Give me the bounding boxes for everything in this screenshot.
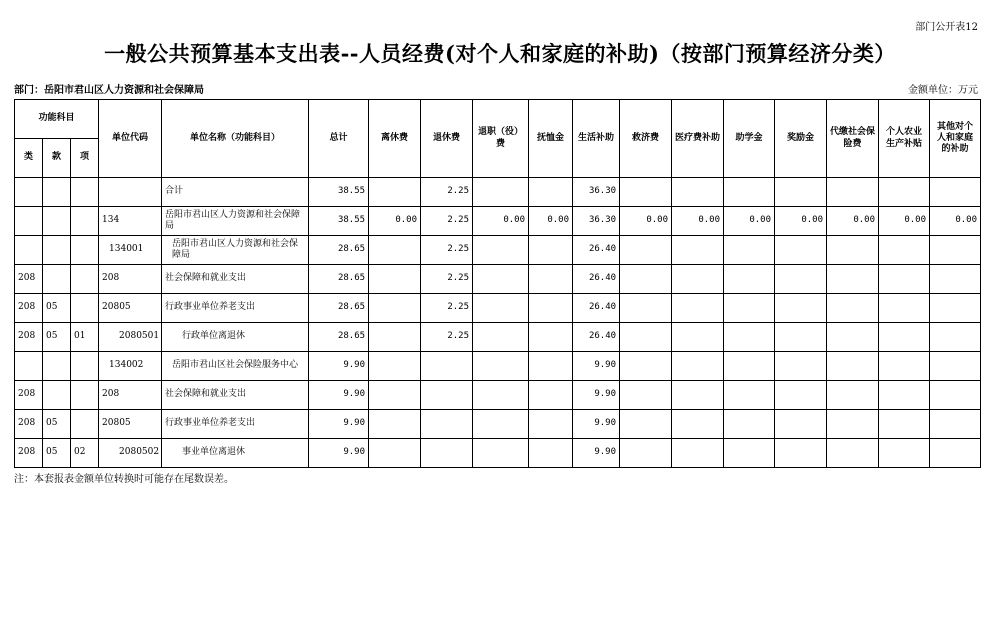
cell-kuan xyxy=(43,207,71,236)
cell-amount xyxy=(620,410,672,439)
cell-amount xyxy=(529,178,573,207)
cell-amount: 0.00 xyxy=(879,207,930,236)
cell-kuan: 05 xyxy=(43,410,71,439)
cell-amount xyxy=(930,236,981,265)
cell-amount xyxy=(369,410,421,439)
cell-amount xyxy=(724,236,775,265)
cell-lei xyxy=(15,207,43,236)
cell-amount xyxy=(879,178,930,207)
cell-amount: 9.90 xyxy=(573,352,620,381)
cell-amount xyxy=(620,381,672,410)
cell-amount xyxy=(529,410,573,439)
cell-kuan xyxy=(43,381,71,410)
cell-amount xyxy=(724,410,775,439)
cell-amount: 9.90 xyxy=(573,410,620,439)
cell-amount xyxy=(620,439,672,468)
cell-xiang: 02 xyxy=(71,439,99,468)
cell-unit-name: 岳阳市君山区人力资源和社会保障局 xyxy=(162,207,309,236)
table-body xyxy=(15,178,981,468)
cell-unit-name: 行政事业单位养老支出 xyxy=(162,410,309,439)
cell-amount xyxy=(620,323,672,352)
cell-kuan xyxy=(43,265,71,294)
cell-amount xyxy=(529,352,573,381)
cell-amount xyxy=(421,410,473,439)
table-header xyxy=(15,100,981,178)
cell-amount xyxy=(369,265,421,294)
cell-lei xyxy=(15,236,43,265)
cell-amount xyxy=(930,265,981,294)
table-row xyxy=(15,265,981,294)
cell-unit-name: 岳阳市君山区人力资源和社会保障局 xyxy=(162,236,309,265)
cell-unit-name: 社会保障和就业支出 xyxy=(162,381,309,410)
cell-amount xyxy=(930,294,981,323)
cell-amount: 0.00 xyxy=(529,207,573,236)
cell-amount xyxy=(473,236,529,265)
cell-amount xyxy=(724,381,775,410)
cell-amount: 2.25 xyxy=(421,265,473,294)
cell-amount xyxy=(672,323,724,352)
cell-amount xyxy=(473,178,529,207)
cell-amount: 2.25 xyxy=(421,207,473,236)
cell-amount: 36.30 xyxy=(573,178,620,207)
cell-unit-name: 岳阳市君山区社会保险服务中心 xyxy=(162,352,309,381)
cell-amount xyxy=(369,323,421,352)
cell-lei: 208 xyxy=(15,381,43,410)
cell-amount: 0.00 xyxy=(775,207,827,236)
cell-kuan: 05 xyxy=(43,294,71,323)
cell-amount xyxy=(930,323,981,352)
cell-amount xyxy=(724,323,775,352)
col-pension: 抚恤金 xyxy=(529,100,573,178)
cell-amount xyxy=(827,410,879,439)
cell-amount: 38.55 xyxy=(309,178,369,207)
cell-amount xyxy=(672,439,724,468)
cell-unit-code: 20805 xyxy=(99,294,162,323)
cell-amount xyxy=(529,294,573,323)
cell-amount xyxy=(827,381,879,410)
table-row xyxy=(15,294,981,323)
cell-amount xyxy=(775,410,827,439)
cell-amount xyxy=(930,410,981,439)
cell-amount xyxy=(879,265,930,294)
cell-amount xyxy=(672,381,724,410)
col-xiang: 项 xyxy=(71,139,99,178)
cell-amount xyxy=(473,352,529,381)
cell-amount xyxy=(775,439,827,468)
col-resignation: 退职（役）费 xyxy=(473,100,529,178)
cell-amount xyxy=(827,294,879,323)
cell-amount: 28.65 xyxy=(309,294,369,323)
col-reward: 奖励金 xyxy=(775,100,827,178)
cell-amount xyxy=(620,236,672,265)
cell-amount xyxy=(473,294,529,323)
cell-amount xyxy=(724,265,775,294)
amount-unit: 金额单位：万元 xyxy=(908,85,978,96)
cell-amount: 9.90 xyxy=(573,439,620,468)
cell-amount xyxy=(672,236,724,265)
cell-amount: 26.40 xyxy=(573,323,620,352)
cell-lei: 208 xyxy=(15,410,43,439)
cell-amount xyxy=(529,323,573,352)
cell-amount xyxy=(827,352,879,381)
cell-amount: 9.90 xyxy=(309,381,369,410)
cell-amount: 0.00 xyxy=(930,207,981,236)
cell-amount xyxy=(775,294,827,323)
cell-amount xyxy=(473,265,529,294)
cell-amount xyxy=(369,381,421,410)
cell-amount xyxy=(775,381,827,410)
table-row xyxy=(15,381,981,410)
cell-amount: 28.65 xyxy=(309,323,369,352)
cell-amount xyxy=(724,178,775,207)
cell-amount xyxy=(421,381,473,410)
cell-amount: 28.65 xyxy=(309,265,369,294)
cell-amount: 2.25 xyxy=(421,294,473,323)
col-function-subject: 功能科目 xyxy=(15,100,99,139)
cell-lei xyxy=(15,178,43,207)
cell-amount xyxy=(369,178,421,207)
col-scholarship: 助学金 xyxy=(724,100,775,178)
table-row xyxy=(15,410,981,439)
cell-amount xyxy=(827,265,879,294)
cell-amount xyxy=(879,439,930,468)
cell-amount xyxy=(529,439,573,468)
cell-unit-code: 20805 xyxy=(99,410,162,439)
cell-amount xyxy=(775,178,827,207)
cell-amount xyxy=(879,236,930,265)
col-agri-subsidy: 个人农业生产补贴 xyxy=(879,100,930,178)
table-row xyxy=(15,236,981,265)
cell-kuan: 05 xyxy=(43,439,71,468)
cell-amount xyxy=(879,381,930,410)
cell-xiang: 01 xyxy=(71,323,99,352)
cell-unit-name: 行政事业单位养老支出 xyxy=(162,294,309,323)
cell-amount: 38.55 xyxy=(309,207,369,236)
cell-unit-code: 208 xyxy=(99,265,162,294)
cell-amount xyxy=(473,381,529,410)
col-living-subsidy: 生活补助 xyxy=(573,100,620,178)
cell-amount xyxy=(775,265,827,294)
cell-amount: 26.40 xyxy=(573,265,620,294)
cell-amount: 0.00 xyxy=(620,207,672,236)
cell-amount xyxy=(775,236,827,265)
cell-amount: 2.25 xyxy=(421,178,473,207)
cell-lei: 208 xyxy=(15,294,43,323)
cell-kuan: 05 xyxy=(43,323,71,352)
cell-amount xyxy=(775,323,827,352)
table-row xyxy=(15,439,981,468)
cell-amount xyxy=(620,294,672,323)
cell-amount: 9.90 xyxy=(309,439,369,468)
cell-amount: 9.90 xyxy=(573,381,620,410)
col-unit-code: 单位代码 xyxy=(99,100,162,178)
table-row xyxy=(15,207,981,236)
cell-amount: 0.00 xyxy=(473,207,529,236)
cell-amount: 0.00 xyxy=(369,207,421,236)
col-total: 总计 xyxy=(309,100,369,178)
cell-kuan xyxy=(43,352,71,381)
table-row xyxy=(15,323,981,352)
cell-amount xyxy=(827,323,879,352)
cell-amount xyxy=(473,439,529,468)
cell-amount xyxy=(529,236,573,265)
cell-amount: 0.00 xyxy=(672,207,724,236)
page-title: 一般公共预算基本支出表--人员经费(对个人和家庭的补助)（按部门预算经济分类） xyxy=(104,41,896,66)
cell-amount xyxy=(369,294,421,323)
cell-amount xyxy=(672,410,724,439)
cell-amount xyxy=(724,352,775,381)
cell-amount xyxy=(724,439,775,468)
col-social-insurance: 代缴社会保险费 xyxy=(827,100,879,178)
cell-amount: 9.90 xyxy=(309,352,369,381)
cell-unit-code: 2080502 xyxy=(99,439,162,468)
cell-xiang xyxy=(71,236,99,265)
cell-amount: 2.25 xyxy=(421,323,473,352)
cell-lei: 208 xyxy=(15,265,43,294)
footnote: 注：本套报表金额单位转换时可能存在尾数误差。 xyxy=(14,474,234,485)
cell-amount xyxy=(930,381,981,410)
cell-amount xyxy=(930,352,981,381)
cell-amount xyxy=(879,294,930,323)
cell-amount xyxy=(724,294,775,323)
cell-amount xyxy=(827,439,879,468)
cell-amount xyxy=(473,410,529,439)
cell-lei: 208 xyxy=(15,323,43,352)
cell-amount xyxy=(529,265,573,294)
cell-amount xyxy=(672,178,724,207)
cell-amount xyxy=(827,178,879,207)
table-row xyxy=(15,178,981,207)
cell-amount xyxy=(775,352,827,381)
cell-amount: 36.30 xyxy=(573,207,620,236)
cell-xiang xyxy=(71,178,99,207)
cell-amount xyxy=(879,410,930,439)
cell-lei: 208 xyxy=(15,439,43,468)
cell-amount xyxy=(879,352,930,381)
table-row xyxy=(15,352,981,381)
col-kuan: 款 xyxy=(43,139,71,178)
col-retirement-lixiu: 离休费 xyxy=(369,100,421,178)
cell-amount xyxy=(930,178,981,207)
cell-amount xyxy=(369,352,421,381)
cell-amount xyxy=(620,178,672,207)
cell-unit-name: 社会保障和就业支出 xyxy=(162,265,309,294)
cell-amount xyxy=(672,265,724,294)
col-lei: 类 xyxy=(15,139,43,178)
cell-unit-code: 134 xyxy=(99,207,162,236)
cell-xiang xyxy=(71,381,99,410)
col-retirement-tuixiu: 退休费 xyxy=(421,100,473,178)
cell-kuan xyxy=(43,178,71,207)
cell-amount xyxy=(369,236,421,265)
cell-amount xyxy=(421,352,473,381)
cell-unit-name: 事业单位离退休 xyxy=(162,439,309,468)
cell-amount xyxy=(369,439,421,468)
cell-amount: 26.40 xyxy=(573,294,620,323)
col-relief: 救济费 xyxy=(620,100,672,178)
cell-amount xyxy=(930,439,981,468)
cell-unit-name: 合计 xyxy=(162,178,309,207)
cell-amount xyxy=(421,439,473,468)
cell-xiang xyxy=(71,265,99,294)
cell-amount xyxy=(620,352,672,381)
cell-xiang xyxy=(71,352,99,381)
cell-amount: 0.00 xyxy=(827,207,879,236)
doc-number: 部门公开表12 xyxy=(915,22,978,33)
cell-amount: 9.90 xyxy=(309,410,369,439)
cell-xiang xyxy=(71,207,99,236)
department-label: 部门：岳阳市君山区人力资源和社会保障局 xyxy=(14,85,204,96)
cell-unit-code: 134001 xyxy=(99,236,162,265)
cell-unit-code: 134002 xyxy=(99,352,162,381)
cell-amount xyxy=(827,236,879,265)
cell-unit-name: 行政单位离退休 xyxy=(162,323,309,352)
cell-amount: 26.40 xyxy=(573,236,620,265)
cell-xiang xyxy=(71,294,99,323)
cell-kuan xyxy=(43,236,71,265)
col-other-subsidy: 其他对个人和家庭的补助 xyxy=(930,100,981,178)
col-medical-subsidy: 医疗费补助 xyxy=(672,100,724,178)
cell-amount: 0.00 xyxy=(724,207,775,236)
cell-amount xyxy=(672,352,724,381)
cell-xiang xyxy=(71,410,99,439)
cell-unit-code xyxy=(99,178,162,207)
expense-table xyxy=(14,99,981,468)
cell-amount: 28.65 xyxy=(309,236,369,265)
cell-lei xyxy=(15,352,43,381)
cell-amount: 2.25 xyxy=(421,236,473,265)
cell-amount xyxy=(473,323,529,352)
cell-unit-code: 2080501 xyxy=(99,323,162,352)
cell-amount xyxy=(879,323,930,352)
cell-amount xyxy=(672,294,724,323)
cell-amount xyxy=(620,265,672,294)
cell-unit-code: 208 xyxy=(99,381,162,410)
col-unit-name: 单位名称（功能科目） xyxy=(162,100,309,178)
cell-amount xyxy=(529,381,573,410)
